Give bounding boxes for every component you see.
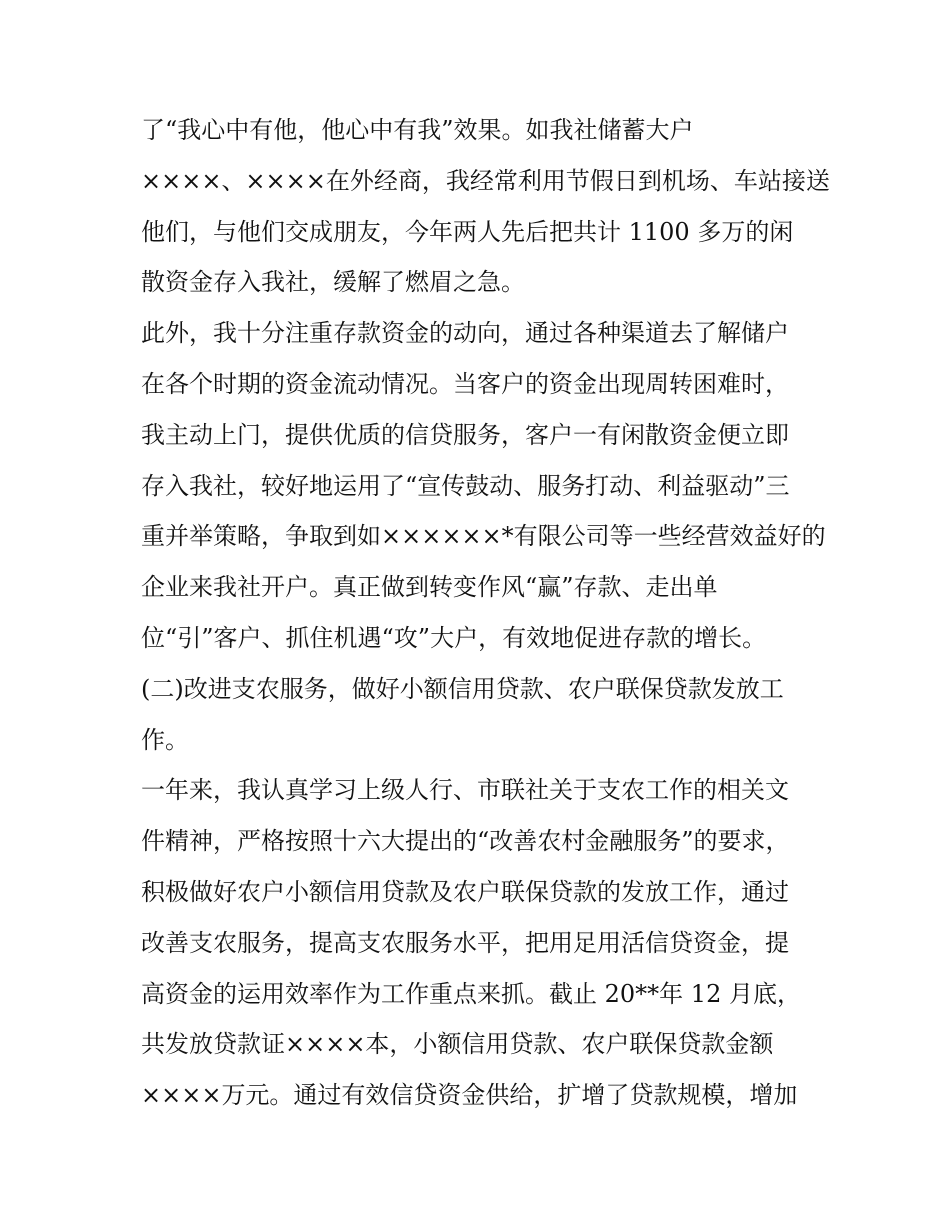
text-line: 积极做好农户小额信用贷款及农户联保贷款的发放工作，通过: [141, 877, 789, 906]
text-line: 共发放贷款证××××本，小额信用贷款、农户联保贷款金额: [141, 1030, 774, 1059]
text-line: 了“我心中有他，他心中有我”效果。如我社储蓄大户: [141, 116, 694, 144]
text-line: ××××万元。通过有效信贷资金供给，扩增了贷款规模，增加: [141, 1081, 798, 1110]
text-line: 在各个时期的资金流动情况。当客户的资金出现周转困难时，: [141, 369, 789, 398]
text-line: 件精神，严格按照十六大提出的“改善农村金融服务”的要求，: [141, 827, 790, 856]
document-body: [141, 105, 830, 1121]
text-line: 高资金的运用效率作为工作重点来抓。截止 20**年 12 月底，: [141, 979, 801, 1008]
text-line: 改善支农服务，提高支农服务水平，把用足用活信贷资金，提: [141, 928, 789, 957]
text-line: 此外，我十分注重存款资金的动向，通过各种渠道去了解储户: [141, 319, 789, 348]
text-line: 位“引”客户、抓住机遇“攻”大户，有效地促进存款的增长。: [141, 623, 767, 652]
text-line: 他们，与他们交成朋友，今年两人先后把共计 1100 多万的闲: [141, 217, 794, 246]
text-line: 一年来，我认真学习上级人行、市联社关于支农工作的相关文: [141, 776, 789, 805]
text-line: 存入我社，较好地运用了“宣传鼓动、服务打动、利益驱动”三: [141, 471, 790, 500]
section-heading: (二)改进支农服务，做好小额信用贷款、农户联保贷款发放工: [141, 674, 784, 703]
text-line: 企业来我社开户。真正做到转变作风“赢”存款、走出单: [141, 573, 718, 602]
section-heading-continuation: 作。: [141, 725, 189, 754]
text-line: 我主动上门，提供优质的信贷服务，客户一有闲散资金便立即: [141, 420, 789, 449]
text-line: ××××、××××在外经商，我经常利用节假日到机场、车站接送: [141, 166, 830, 195]
text-line: 散资金存入我社，缓解了燃眉之急。: [141, 268, 525, 297]
text-line: 重并举策略，争取到如××××××*有限公司等一些经营效益好的: [141, 522, 826, 551]
